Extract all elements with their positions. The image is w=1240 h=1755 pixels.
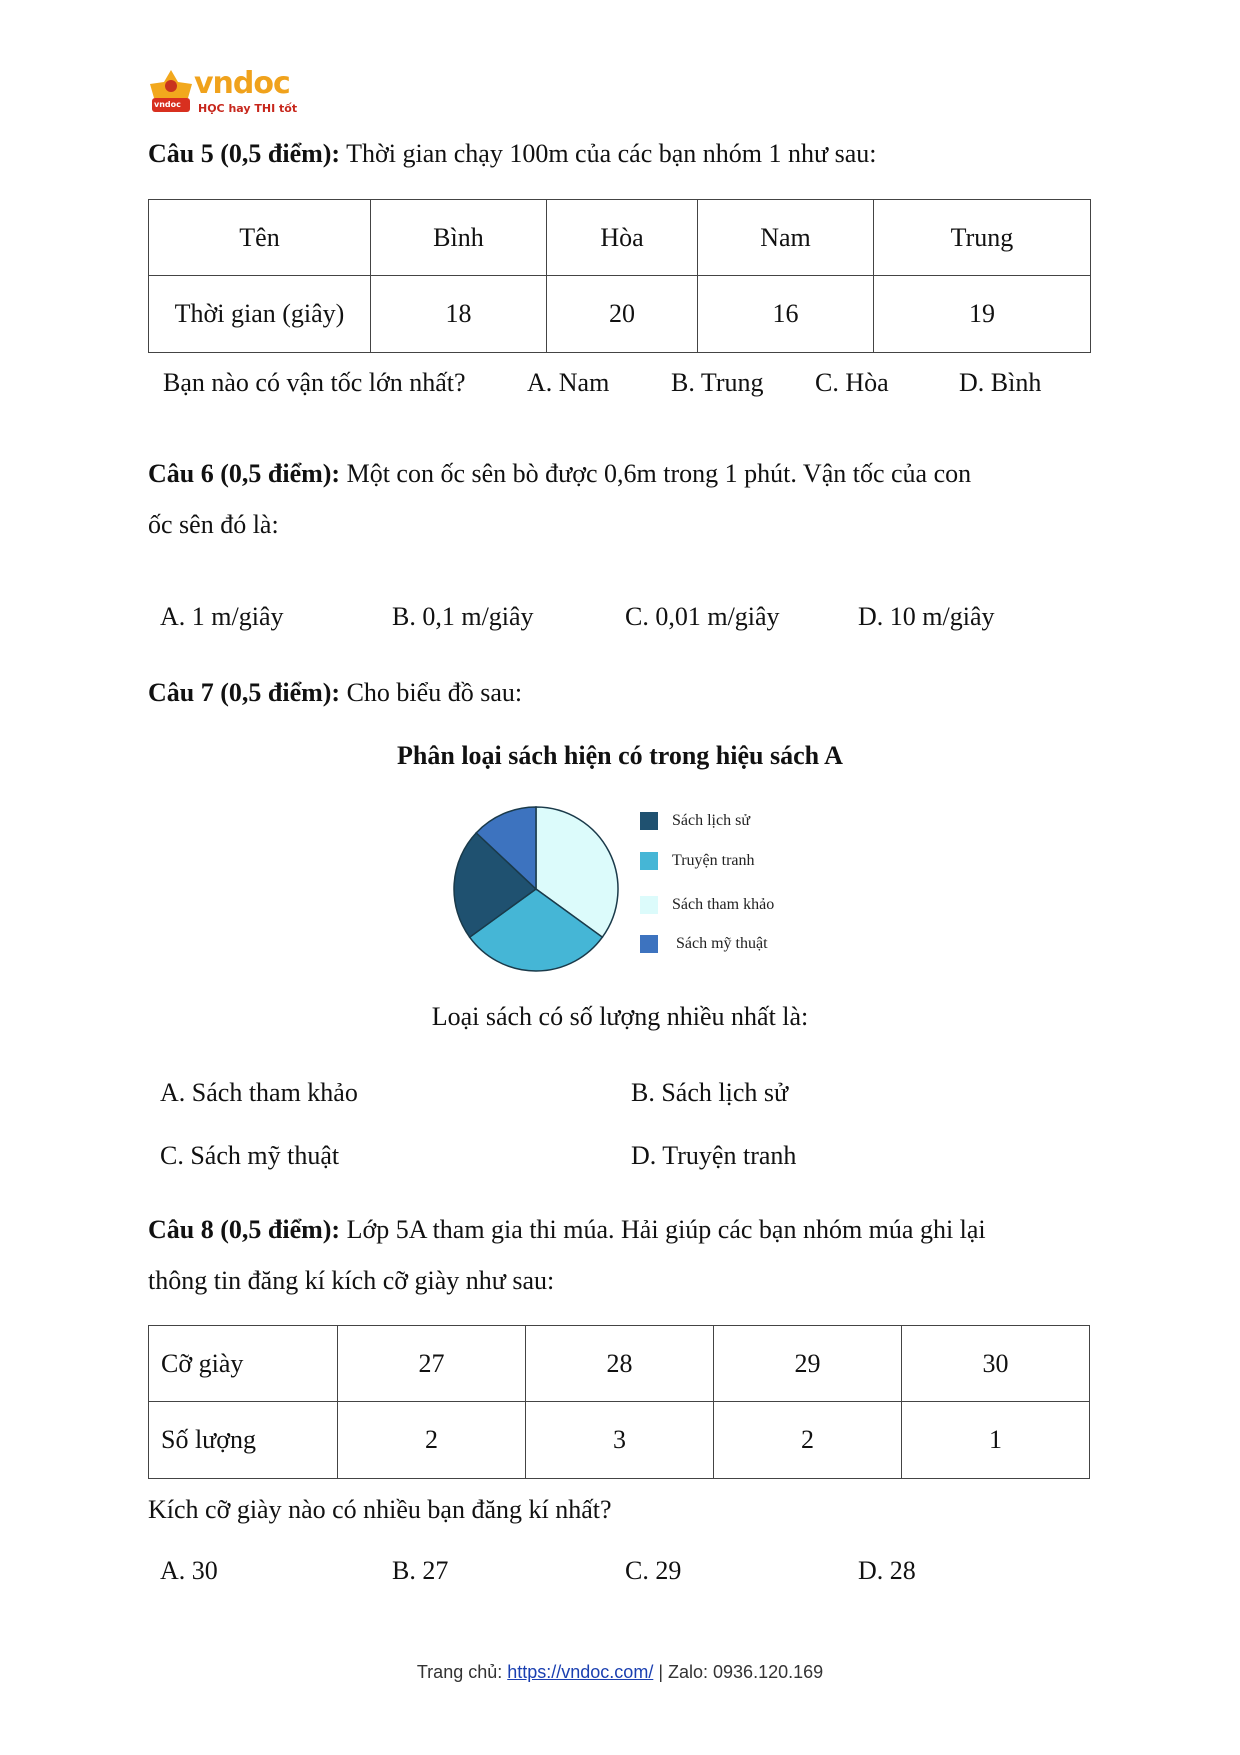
legend-label: Truyện tranh <box>672 852 755 869</box>
q6-option-c[interactable]: C. 0,01 m/giây <box>625 602 780 631</box>
legend-label: Sách tham khảo <box>672 896 775 913</box>
q5-table <box>148 199 1091 353</box>
q5-question: Bạn nào có vận tốc lớn nhất? <box>163 368 466 397</box>
q5-label: Câu 5 (0,5 điểm): <box>148 139 341 168</box>
logo-brand: vndoc <box>194 66 290 101</box>
footer-prefix: Trang chủ: <box>416 1662 508 1682</box>
q8-label: Câu 8 (0,5 điểm): <box>148 1215 341 1244</box>
table-cell: Tên <box>149 200 371 276</box>
table-cell: Hòa <box>546 200 697 276</box>
q8-option-c[interactable]: C. 29 <box>625 1556 682 1585</box>
q7-question: Loại sách có số lượng nhiều nhất là: <box>431 1002 809 1031</box>
q6-option-a[interactable]: A. 1 m/giây <box>160 602 284 631</box>
table-row <box>149 200 1091 276</box>
table-cell: 20 <box>546 276 697 353</box>
q8-text-cont: thông tin đăng kí kích cỡ giày như sau: <box>148 1266 555 1295</box>
pie-chart <box>446 799 626 979</box>
table-cell: 1 <box>902 1402 1090 1479</box>
table-cell: 2 <box>338 1402 526 1479</box>
q6-text-cont: ốc sên đó là: <box>148 510 279 539</box>
chart-title: Phân loại sách hiện có trong hiệu sách A <box>397 741 843 770</box>
table-cell: 16 <box>698 276 874 353</box>
q6-text: Một con ốc sên bò được 0,6m trong 1 phút. Vận tốc của con <box>346 459 972 488</box>
table-cell: 30 <box>902 1326 1090 1402</box>
legend-label: Sách lịch sử <box>672 812 750 829</box>
q8-option-a[interactable]: A. 30 <box>160 1556 218 1585</box>
q8-table <box>148 1325 1090 1479</box>
q7-text: Cho biểu đồ sau: <box>346 678 523 707</box>
q6-option-b[interactable]: B. 0,1 m/giây <box>392 602 534 631</box>
table-cell: 18 <box>371 276 547 353</box>
table-cell: 28 <box>526 1326 714 1402</box>
table-cell: Bình <box>371 200 547 276</box>
footer-home-link[interactable]: https://vndoc.com/ <box>507 1662 654 1682</box>
table-row <box>149 276 1091 353</box>
table-cell: 3 <box>526 1402 714 1479</box>
legend-swatch <box>640 812 658 830</box>
table-cell: 29 <box>714 1326 902 1402</box>
vndoc-logo[interactable] <box>148 66 298 120</box>
table-cell: Số lượng <box>149 1402 338 1479</box>
q5-option-d[interactable]: D. Bình <box>959 368 1042 397</box>
page-footer <box>0 1662 1240 1683</box>
q6-option-d[interactable]: D. 10 m/giây <box>858 602 995 631</box>
q7-option-a[interactable]: A. Sách tham khảo <box>160 1078 358 1107</box>
q5-option-c[interactable]: C. Hòa <box>815 368 889 397</box>
table-row <box>149 1326 1090 1402</box>
table-cell: Cỡ giày <box>149 1326 338 1402</box>
q7-option-b[interactable]: B. Sách lịch sử <box>631 1078 789 1107</box>
q8-heading <box>148 1217 986 1243</box>
table-cell: 19 <box>873 276 1090 353</box>
q5-option-a[interactable]: A. Nam <box>527 368 610 397</box>
q7-heading <box>148 680 522 706</box>
table-cell: 2 <box>714 1402 902 1479</box>
q7-option-c[interactable]: C. Sách mỹ thuật <box>160 1141 340 1170</box>
q5-heading <box>148 141 876 167</box>
logo-badge: vndoc <box>154 100 181 109</box>
q7-label: Câu 7 (0,5 điểm): <box>148 678 341 707</box>
legend-label: Sách mỹ thuật <box>676 935 768 952</box>
table-row <box>149 1402 1090 1479</box>
legend-swatch <box>640 935 658 953</box>
q6-label: Câu 6 (0,5 điểm): <box>148 459 341 488</box>
legend-swatch <box>640 896 658 914</box>
q5-text: Thời gian chạy 100m của các bạn nhóm 1 như sau: <box>346 139 877 168</box>
table-cell: 27 <box>338 1326 526 1402</box>
q8-option-b[interactable]: B. 27 <box>392 1556 449 1585</box>
q8-option-d[interactable]: D. 28 <box>858 1556 916 1585</box>
table-cell: Nam <box>698 200 874 276</box>
q6-heading <box>148 461 971 487</box>
q8-text: Lớp 5A tham gia thi múa. Hải giúp các bạn nhóm múa ghi lại <box>346 1215 986 1244</box>
table-cell: Thời gian (giây) <box>149 276 371 353</box>
logo-tagline: HỌC hay THI tốt <box>198 102 298 115</box>
q5-option-b[interactable]: B. Trung <box>671 368 764 397</box>
footer-contact: | Zalo: 0936.120.169 <box>653 1662 824 1682</box>
q7-option-d[interactable]: D. Truyện tranh <box>631 1141 797 1170</box>
table-cell: Trung <box>873 200 1090 276</box>
legend-swatch <box>640 852 658 870</box>
q8-question: Kích cỡ giày nào có nhiều bạn đăng kí nhất? <box>148 1495 612 1524</box>
